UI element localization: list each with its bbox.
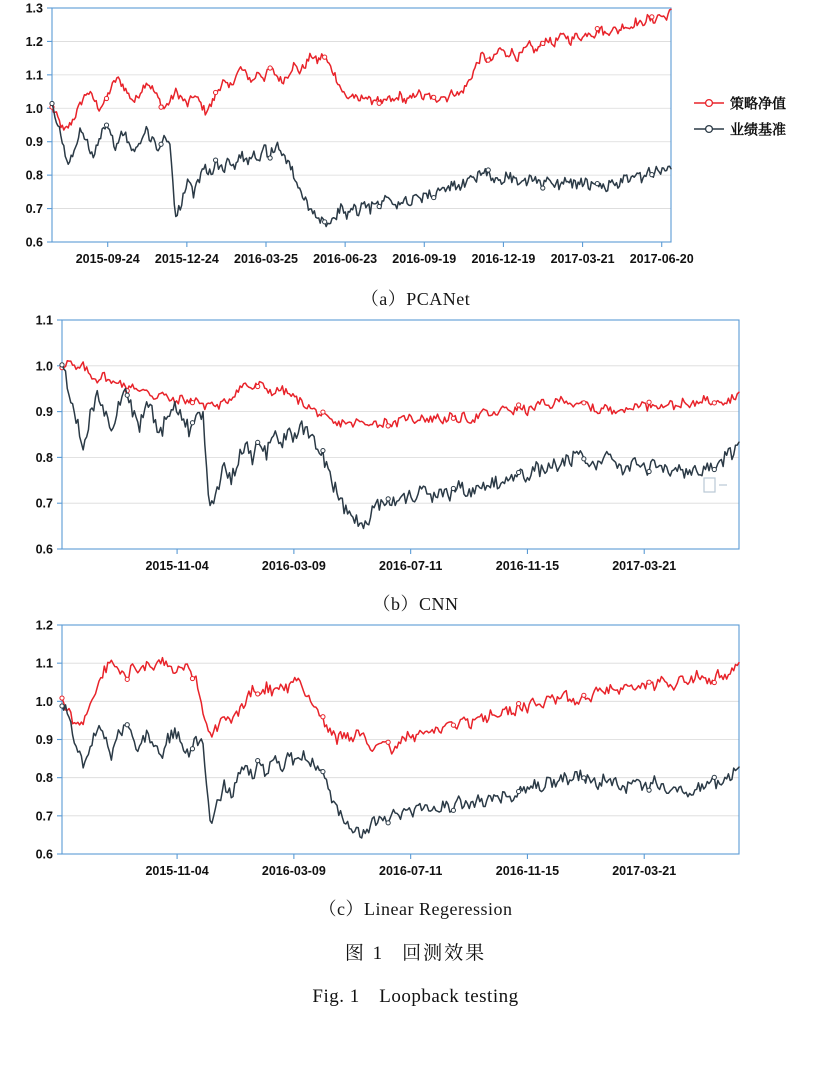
svg-text:2016-03-09: 2016-03-09	[261, 864, 326, 878]
page-watermark-icon	[704, 478, 727, 492]
svg-text:1.0: 1.0	[25, 101, 43, 116]
figure-title	[0, 938, 831, 965]
svg-text:0.9: 0.9	[35, 733, 53, 747]
svg-text:2017-03-21: 2017-03-21	[550, 252, 615, 266]
svg-text:0.6: 0.6	[25, 235, 43, 250]
svg-text:2017-03-21: 2017-03-21	[612, 559, 677, 573]
svg-text:1.2: 1.2	[35, 618, 53, 633]
svg-text:2016-03-25: 2016-03-25	[234, 252, 298, 266]
chart-cnn	[0, 310, 831, 590]
svg-text:1.1: 1.1	[35, 656, 53, 671]
figure-title-text: 回测效果	[402, 943, 487, 964]
chart-pcanet	[0, 0, 831, 285]
chart-svg-cnn	[0, 310, 831, 585]
svg-text:0.7: 0.7	[35, 496, 53, 511]
svg-text:0.7: 0.7	[35, 809, 53, 824]
svg-text:2017-03-21: 2017-03-21	[612, 864, 677, 878]
svg-text:1.1: 1.1	[35, 313, 53, 328]
svg-text:1.0: 1.0	[35, 359, 53, 374]
figure-title-en: Fig. 1 Loopback testing	[312, 986, 519, 1007]
figure-title-number: 图 1	[344, 943, 385, 964]
panel-linear-regression	[0, 615, 831, 920]
svg-text:2016-11-15: 2016-11-15	[495, 864, 560, 878]
panel-cnn	[0, 310, 831, 615]
chart-svg-pcanet	[0, 0, 831, 280]
svg-text:0.8: 0.8	[25, 168, 43, 183]
svg-text:0.7: 0.7	[25, 202, 43, 217]
svg-text:2016-12-19: 2016-12-19	[471, 252, 536, 266]
chart-svg-linreg	[0, 615, 831, 890]
svg-text:2016-07-11: 2016-07-11	[379, 559, 443, 573]
svg-text:2016-07-11: 2016-07-11	[379, 864, 443, 878]
panel-caption-c: （c）Linear Regeression	[318, 899, 513, 919]
svg-text:0.8: 0.8	[35, 771, 53, 786]
legend-item-2	[694, 122, 786, 138]
panel-caption-b: （b）CNN	[372, 594, 459, 614]
svg-text:2015-09-24: 2015-09-24	[75, 252, 140, 266]
svg-text:0.6: 0.6	[35, 847, 53, 862]
svg-text:2016-11-15: 2016-11-15	[495, 559, 560, 573]
svg-text:2017-06-20: 2017-06-20	[629, 252, 694, 266]
svg-text:2015-11-04: 2015-11-04	[145, 559, 209, 573]
svg-text:0.9: 0.9	[25, 135, 43, 150]
svg-text:策略净值: 策略净值	[730, 95, 786, 112]
svg-text:1.1: 1.1	[25, 68, 43, 83]
panel-pcanet	[0, 0, 831, 310]
chart-linreg	[0, 615, 831, 895]
svg-text:1.3: 1.3	[25, 1, 43, 16]
svg-text:0.6: 0.6	[35, 542, 53, 557]
svg-text:1.0: 1.0	[35, 694, 53, 709]
svg-text:2016-03-09: 2016-03-09	[261, 559, 326, 573]
svg-text:2016-06-23: 2016-06-23	[313, 252, 378, 266]
panel-caption-a: （a）PCANet	[360, 289, 471, 309]
svg-text:业绩基准: 业绩基准	[730, 121, 786, 138]
svg-text:2016-09-19: 2016-09-19	[392, 252, 457, 266]
svg-text:0.9: 0.9	[35, 405, 53, 420]
svg-text:2015-12-24: 2015-12-24	[154, 252, 219, 266]
svg-text:1.2: 1.2	[25, 34, 43, 49]
svg-text:0.8: 0.8	[35, 450, 53, 465]
svg-text:2015-11-04: 2015-11-04	[145, 864, 209, 878]
legend-item-1	[694, 96, 786, 112]
